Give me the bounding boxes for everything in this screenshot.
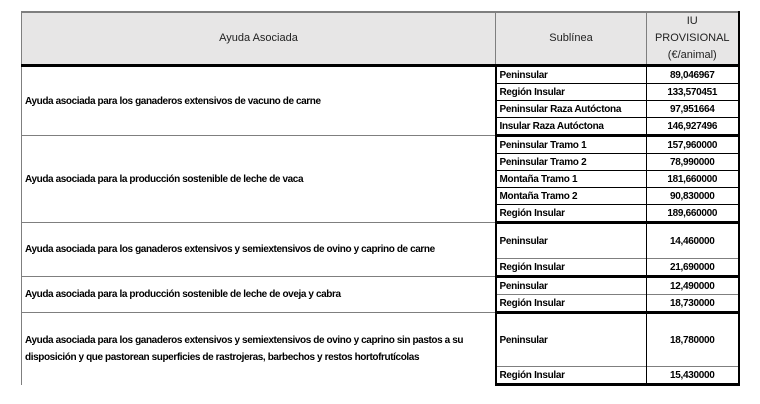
ayuda-cell: Ayuda asociada para los ganaderos extensivos de vacuno de carne (22, 66, 496, 136)
ayuda-cell: Ayuda asociada para la producción sostenible de leche de oveja y cabra (22, 277, 496, 313)
sublinea-cell: Región Insular (496, 259, 647, 277)
iu-value-cell: 18,730000 (647, 295, 739, 313)
header-sublinea: Sublínea (496, 12, 647, 66)
header-row (22, 12, 739, 66)
sublinea-cell: Peninsular (496, 223, 647, 259)
header-iu-line3: (€/animal) (667, 49, 717, 61)
iu-value-cell: 14,460000 (647, 223, 739, 259)
table-row (22, 223, 739, 259)
sublinea-cell: Montaña Tramo 1 (496, 171, 647, 188)
sublinea-cell: Peninsular (496, 313, 647, 367)
header-iu-provisional (647, 12, 739, 66)
iu-value-cell: 12,490000 (647, 277, 739, 295)
iu-value-cell: 18,780000 (647, 313, 739, 367)
header-iu-line2: PROVISIONAL (654, 32, 730, 44)
ayuda-cell: Ayuda asociada para los ganaderos extensivos y semiextensivos de ovino y caprino de carne (22, 223, 496, 277)
iu-value-cell: 157,960000 (647, 136, 739, 154)
ayuda-cell: Ayuda asociada para la producción sostenible de leche de vaca (22, 136, 496, 223)
table-row (22, 136, 739, 154)
iu-value-cell: 133,570451 (647, 84, 739, 101)
table-row (22, 277, 739, 295)
sublinea-cell: Insular Raza Autóctona (496, 118, 647, 136)
sublinea-cell: Región Insular (496, 367, 647, 385)
iu-value-cell: 189,660000 (647, 205, 739, 223)
sublinea-cell: Peninsular (496, 66, 647, 84)
sublinea-cell: Peninsular Tramo 1 (496, 136, 647, 154)
ayuda-cell: Ayuda asociada para los ganaderos extensivos y semiextensivos de ovino y caprino sin pastos a su disposición y que pastorean superficies de rastrojeras, barbechos y restos hortofrutícolas (22, 313, 496, 385)
header-ayuda-asociada: Ayuda Asociada (22, 12, 496, 66)
iu-value-cell: 181,660000 (647, 171, 739, 188)
sublinea-cell: Región Insular (496, 84, 647, 101)
sublinea-cell: Región Insular (496, 295, 647, 313)
sublinea-cell: Región Insular (496, 205, 647, 223)
iu-value-cell: 97,951664 (647, 101, 739, 118)
iu-value-cell: 21,690000 (647, 259, 739, 277)
sublinea-cell: Peninsular Tramo 2 (496, 154, 647, 171)
table-row (22, 66, 739, 84)
iu-value-cell: 146,927496 (647, 118, 739, 136)
table-row (22, 313, 739, 367)
iu-value-cell: 89,046967 (647, 66, 739, 84)
sublinea-cell: Peninsular Raza Autóctona (496, 101, 647, 118)
iu-value-cell: 15,430000 (647, 367, 739, 385)
ayudas-table-container (21, 11, 740, 386)
ayudas-asociadas-table (21, 11, 740, 386)
iu-value-cell: 78,990000 (647, 154, 739, 171)
sublinea-cell: Peninsular (496, 277, 647, 295)
iu-value-cell: 90,830000 (647, 188, 739, 205)
sublinea-cell: Montaña Tramo 2 (496, 188, 647, 205)
header-iu-line1: IU (686, 15, 698, 27)
